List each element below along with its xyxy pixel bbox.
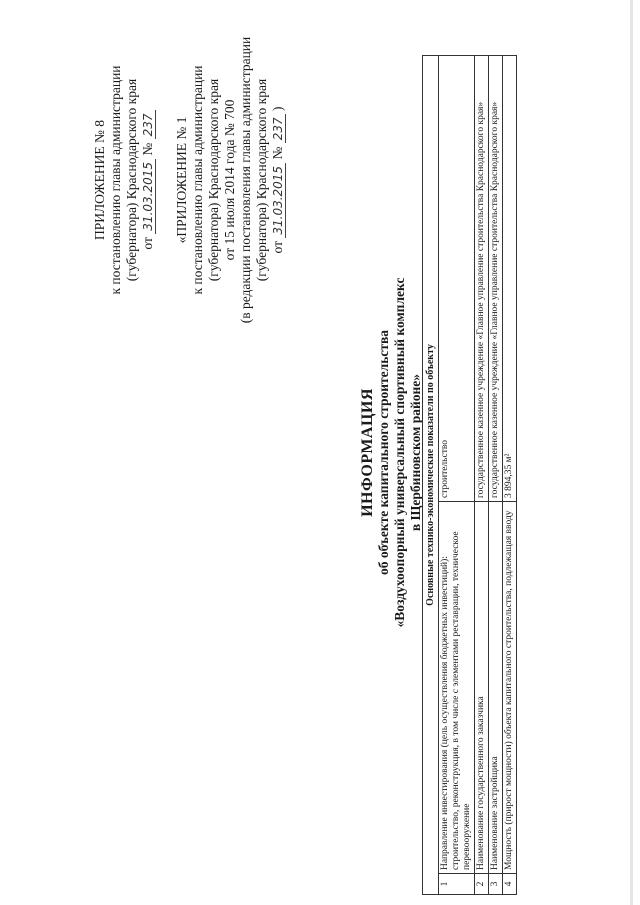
appendix-8-title: ПРИЛОЖЕНИЕ № 8 xyxy=(92,119,107,241)
table-header-row xyxy=(423,56,439,895)
appendix-1-line-2: (губернатора) Краснодарского края xyxy=(206,78,221,282)
row-label: Наименование застройщика xyxy=(489,502,503,874)
indicators-table xyxy=(422,55,517,895)
row-value: государственное казенное учреждение «Главное управление строительства Краснодарского края» xyxy=(489,56,503,502)
document-heading xyxy=(360,120,424,785)
row-value: государственное казенное учреждение «Главное управление строительства Краснодарского края» xyxy=(475,56,489,502)
heading-line-3: в Щербиновском районе» xyxy=(408,373,423,532)
appendix-8-date-line xyxy=(140,15,156,345)
table-row xyxy=(503,56,517,895)
table-row xyxy=(439,56,475,895)
table-header: Основные технико-экономические показатели по объекту xyxy=(423,56,439,895)
appendix-1-line-5: (губернатора) Краснодарского края xyxy=(254,78,269,282)
appendix-1-date-line xyxy=(270,15,286,345)
number-label: № xyxy=(270,146,285,160)
appendix-1-line-3: от 15 июля 2014 года № 700 xyxy=(222,99,237,261)
row-label: Наименование государственного заказчика xyxy=(475,502,489,874)
handwritten-number: 237 xyxy=(271,114,286,143)
row-value: 3 894,35 м² xyxy=(503,56,517,502)
row-number: 3 xyxy=(489,874,503,895)
heading-title: ИНФОРМАЦИЯ xyxy=(359,388,376,517)
appendix-1-line-4: (в редакции постановления главы администрации xyxy=(238,36,253,324)
handwritten-date: 31.03.2015 xyxy=(141,159,156,234)
from-label: от xyxy=(270,241,285,254)
handwritten-date: 31.03.2015 xyxy=(271,163,286,238)
handwritten-number: 237 xyxy=(141,110,156,139)
row-label: Мощность (прирост мощности) объекта капитального строительства, подлежащая вводу xyxy=(503,502,517,874)
row-value: строительство xyxy=(439,56,475,502)
number-label: № xyxy=(140,142,155,156)
appendix-8-line-2: (губернатора) Краснодарского края xyxy=(124,78,139,282)
from-label: от xyxy=(140,237,155,250)
heading-line-1: об объекте капитального строительства xyxy=(376,329,391,576)
row-number: 1 xyxy=(439,874,475,895)
closing-paren: ) xyxy=(270,106,285,111)
table-row xyxy=(475,56,489,895)
appendix-1-title: «ПРИЛОЖЕНИЕ № 1 xyxy=(174,116,189,244)
table-row xyxy=(489,56,503,895)
appendix-1-line-1: к постановлению главы администрации xyxy=(190,65,205,295)
heading-line-2: «Воздухоопорный универсальный спортивный комплекс xyxy=(392,277,407,628)
scan-edge xyxy=(630,0,633,905)
row-number: 2 xyxy=(475,874,489,895)
row-label: Направление инвестирования (цель осуществления бюджетных инвестиций): строительство, реконструкция, в том числе с элементами реставрации, техническое перевооружение xyxy=(439,502,475,874)
appendix-8-block xyxy=(92,15,286,345)
row-number: 4 xyxy=(503,874,517,895)
appendix-8-line-1: к постановлению главы администрации xyxy=(108,65,123,295)
